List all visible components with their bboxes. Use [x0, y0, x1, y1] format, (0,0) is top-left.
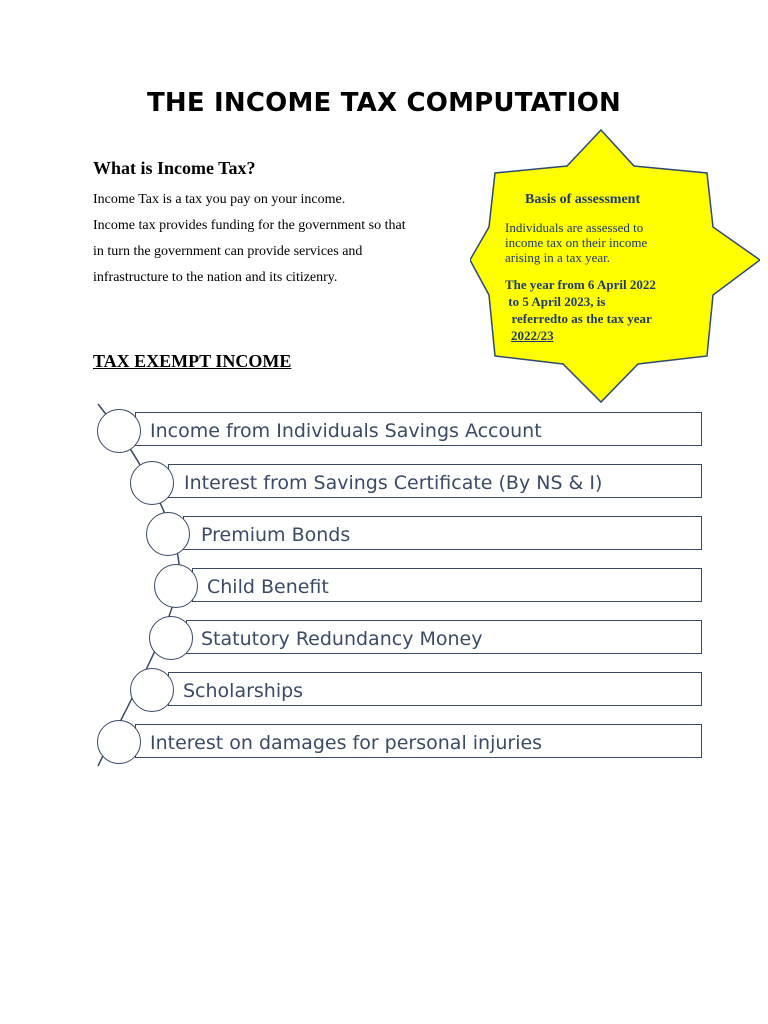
intro-line: infrastructure to the nation and its citizenry.: [93, 270, 338, 285]
basis-body-line: arising in a tax year.: [505, 250, 611, 265]
tax-year-line: referredto as the tax year: [505, 311, 652, 326]
intro-line: Income Tax is a tax you pay on your income.: [93, 192, 346, 207]
tax-exempt-heading: TAX EXEMPT INCOME: [93, 351, 292, 371]
tax-year-value: 2022/23: [511, 328, 554, 343]
exempt-item-label: Interest from Savings Certificate (By NS & I): [184, 472, 603, 494]
bullet-circle: [97, 720, 141, 764]
basis-body-line: Individuals are assessed to: [505, 220, 644, 235]
bullet-circle: [97, 409, 141, 453]
bullet-circle: [130, 668, 174, 712]
basis-heading: Basis of assessment: [525, 192, 641, 207]
bullet-circle: [149, 616, 193, 660]
page-title: THE INCOME TAX COMPUTATION: [146, 88, 622, 118]
basis-body-line: income tax on their income: [505, 235, 648, 250]
bullet-circle: [146, 512, 190, 556]
intro-line: in turn the government can provide services and: [93, 244, 363, 259]
exempt-item-label: Child Benefit: [207, 576, 329, 598]
exempt-item-label: Scholarships: [183, 680, 304, 702]
exempt-item-label: Statutory Redundancy Money: [201, 628, 483, 650]
exempt-item-label: Interest on damages for personal injuries: [150, 732, 543, 754]
exempt-item-label: Income from Individuals Savings Account: [150, 420, 542, 442]
intro-heading: What is Income Tax?: [93, 158, 256, 178]
bullet-circle: [130, 461, 174, 505]
tax-year-line: to 5 April 2023, is: [505, 294, 606, 309]
intro-line: Income tax provides funding for the government so that: [93, 218, 406, 233]
bullet-circle: [154, 564, 198, 608]
tax-year-line: The year from 6 April 2022: [505, 277, 656, 292]
exempt-item-label: Premium Bonds: [201, 524, 351, 546]
